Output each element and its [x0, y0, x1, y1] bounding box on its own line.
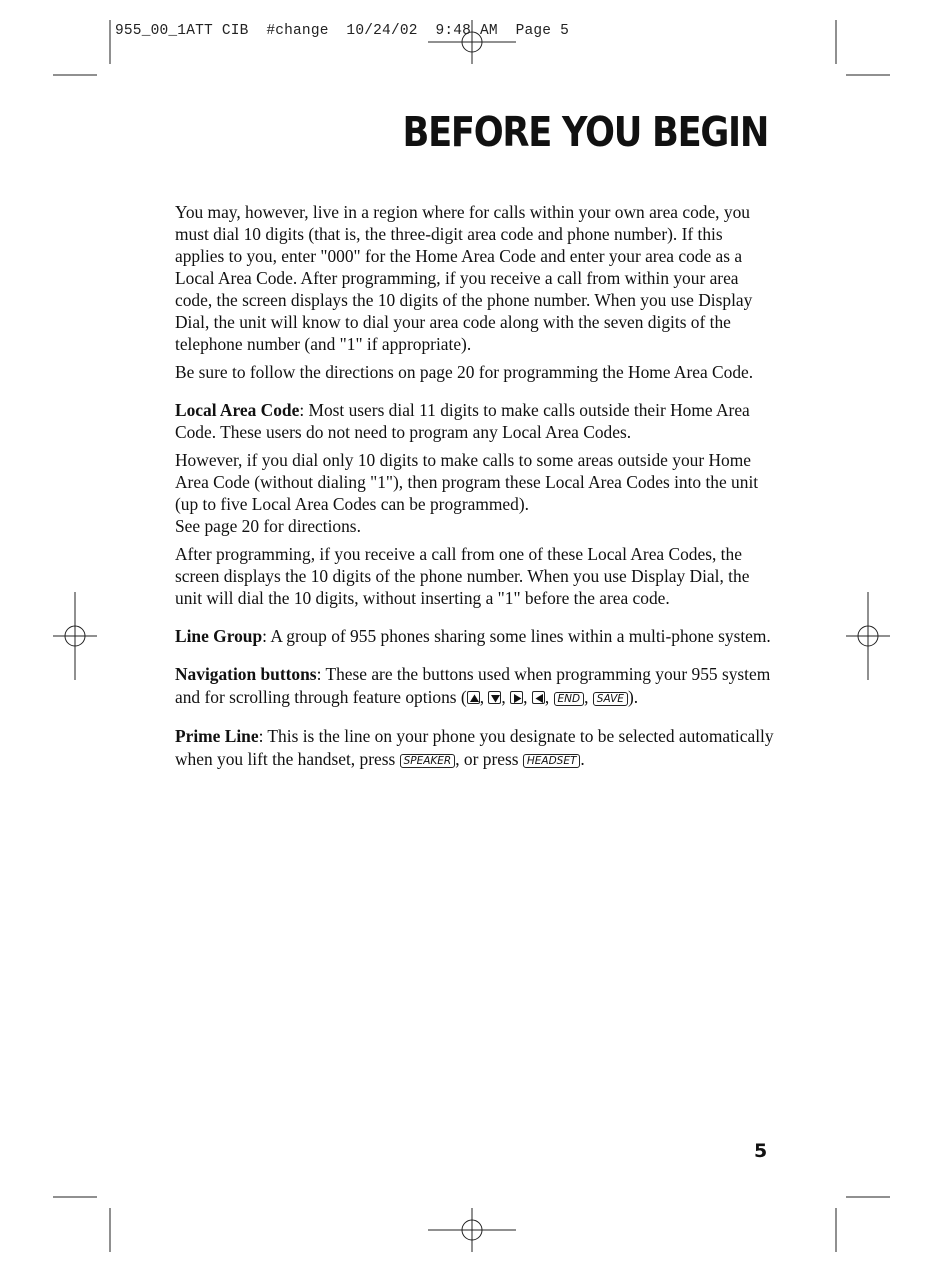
definition-navigation-buttons: Navigation buttons: These are the buttons used when programming your 955 system and for scrolling through feature options ( , , , , END , SAVE ). — [175, 664, 771, 707]
headset-key: HEADSET — [523, 754, 581, 768]
save-key: SAVE — [593, 692, 628, 706]
page-number: 5 — [754, 1140, 768, 1162]
definition-text: : A group of 955 phones sharing some lines within a multi-phone system. — [262, 626, 771, 646]
paragraph: You may, however, live in a region where for calls within your own area code, you must dial 10 digits (that is, the three-digit area code and phone number). If this applies to you, enter "000" for the Home Area Code and enter your area code as a Local Area Code. After programming, if you receive a call from within your area code, the screen displays the 10 digits of the phone number. When you use Display Dial, the unit will know to dial your area code along with the seven digits of the telephone number (and "1" if appropriate). — [175, 202, 753, 354]
paragraph: Be sure to follow the directions on page 20 for programming the Home Area Code. — [175, 362, 754, 382]
definition-text: : Most users dial 11 digits to make calls outside their Home Area Code. These users do not need to program any Local Area Codes. — [175, 400, 750, 442]
term-label: Local Area Code — [175, 400, 300, 420]
definition-line-group — [175, 625, 775, 647]
paragraph-text: See page 20 for directions. — [175, 516, 361, 536]
body-text — [175, 201, 775, 771]
definition-prime-line: Prime Line: This is the line on your phone you designate to be selected automatically when you lift the handset, press SPEAKER , or press HEADSET . — [175, 726, 774, 769]
up-arrow-key-icon — [467, 691, 480, 704]
term-label: Prime Line — [175, 726, 259, 746]
print-slug: 955_00_1ATT CIB #change 10/24/02 9:48 AM Page 5 — [115, 23, 569, 39]
paragraph: After programming, if you receive a call from one of these Local Area Codes, the screen displays the 10 digits of the phone number. When you use Display Dial, the unit will dial the 10 digits, without inserting a "1" before the area code. — [175, 544, 750, 608]
right-arrow-key-icon — [510, 691, 523, 704]
paragraph-text: However, if you dial only 10 digits to make calls to some areas outside your Home Area Code (without dialing "1"), then program these Local Area Codes into the unit (up to five Local Area Codes can be programmed). — [175, 450, 759, 514]
paragraph — [175, 449, 775, 537]
definition-text: : This is the line on your phone you designate to be selected automatically when you lift the handset, press — [175, 726, 774, 769]
left-arrow-key-icon — [532, 691, 545, 704]
term-label: Navigation buttons — [175, 664, 317, 684]
speaker-key: SPEAKER — [400, 754, 456, 768]
down-arrow-key-icon — [488, 691, 501, 704]
term-label: Line Group — [175, 626, 263, 646]
definition-text: : These are the buttons used when programming your 955 system and for scrolling through feature options ( — [175, 664, 771, 707]
page-title: BEFORE YOU BEGIN — [402, 108, 768, 156]
definition-text: , or press — [455, 749, 523, 769]
end-key: END — [554, 692, 585, 706]
definition-local-area-code — [175, 399, 775, 443]
